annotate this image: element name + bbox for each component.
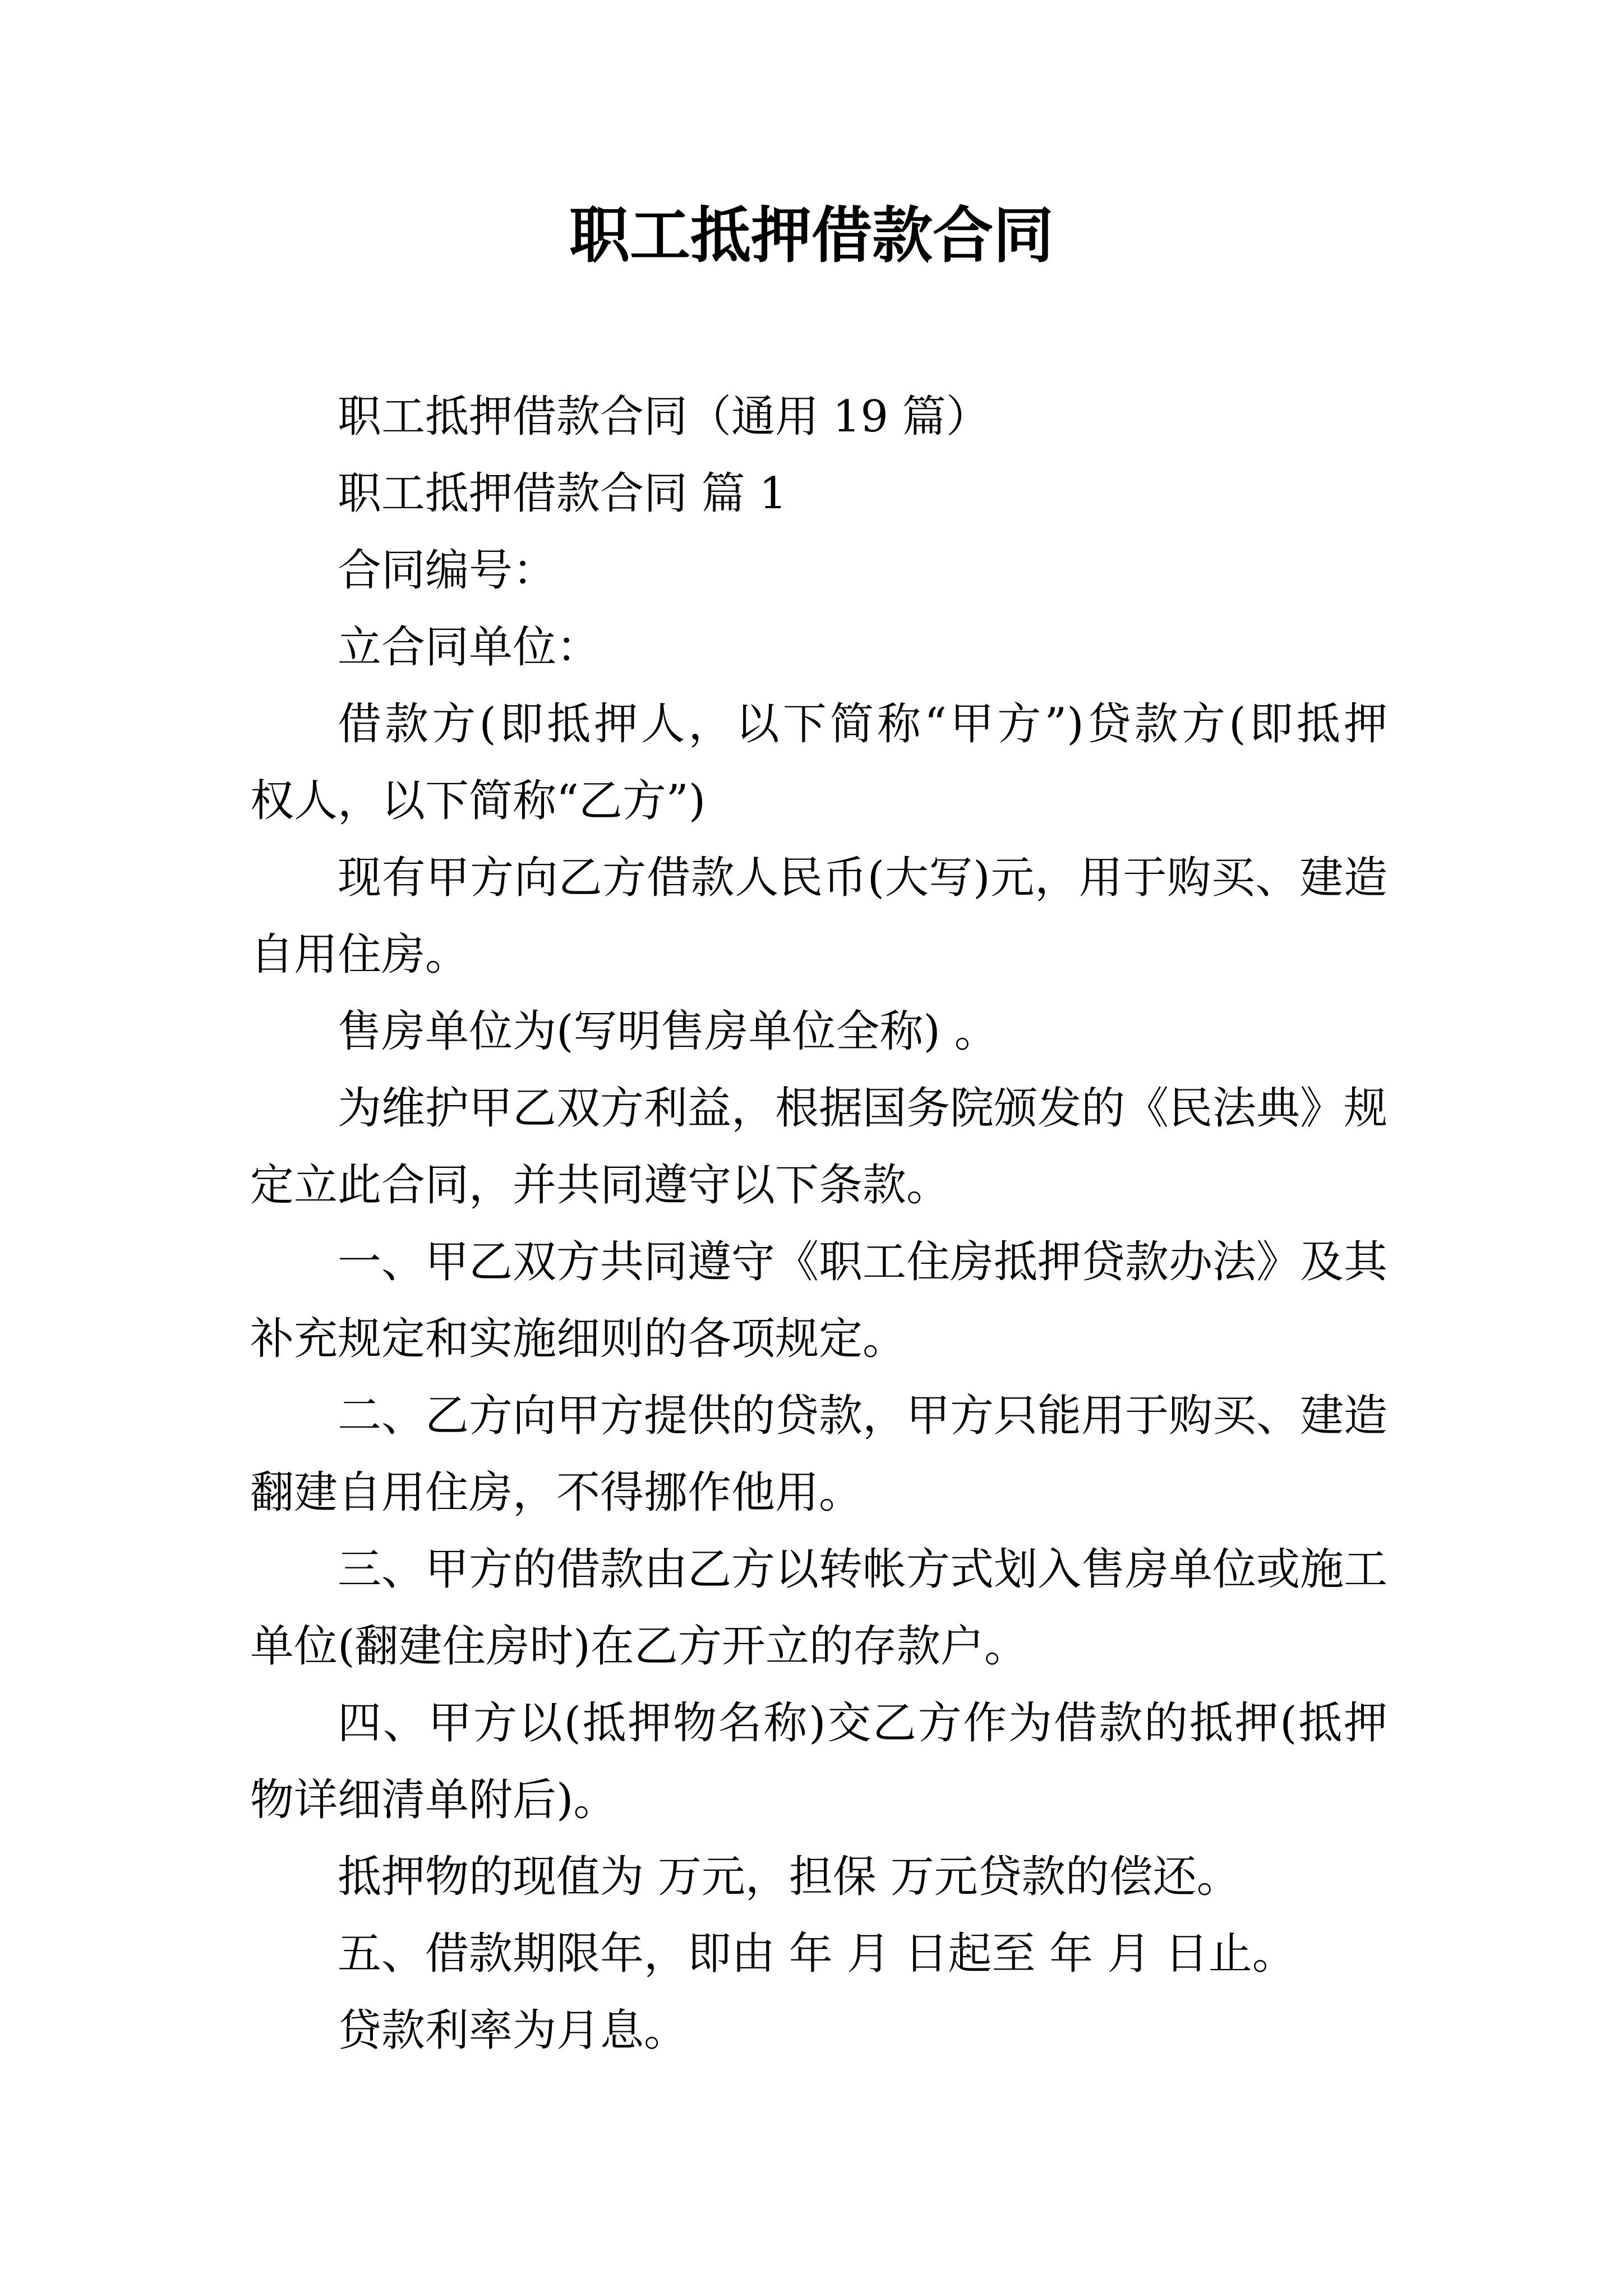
paragraph-line: 一、甲乙双方共同遵守《职工住房抵押贷款办法》及其 [338,1237,1388,1287]
paragraph-line: 抵押物的现值为 万元，担保 万元贷款的偿还。 [338,1852,1241,1902]
paragraph-line: 贷款利率为月息。 [338,2005,688,2056]
legal-basis-clause [250,1070,1387,1224]
document-body [250,379,1387,2069]
collection-title [250,379,1387,455]
paragraph-line: 现有甲方向乙方借款人民币(大写)元，用于购买、建造 [338,853,1387,903]
clause-5-loan-term [250,1916,1387,1993]
clause-2 [250,1378,1387,1531]
article-heading [250,455,1387,532]
paragraph-line: 四、甲方以(抵押物名称)交乙方作为借款的抵押(抵押 [338,1698,1387,1749]
paragraph-line: 为维护甲乙双方利益，根据国务院颁发的《民法典》规 [338,1083,1388,1134]
paragraph-line: 物详细清单附后)。 [250,1775,617,1825]
paragraph-line: 立合同单位： [338,622,601,673]
collateral-value-clause [250,1839,1387,1916]
paragraph-line: 职工抵押借款合同（通用 19 篇） [338,392,990,442]
paragraph-line: 自用住房。 [250,930,469,980]
paragraph-line: 职工抵押借款合同 篇 1 [338,468,787,519]
paragraph-line: 五、借款期限年，即由 年 月 日起至 年 月 日止。 [338,1929,1296,1979]
paragraph-line: 二、乙方向甲方提供的贷款，甲方只能用于购买、建造 [338,1391,1388,1441]
seller-clause [250,993,1387,1070]
interest-rate-clause [250,1993,1387,2069]
parties-clause [250,686,1387,840]
paragraph-line: 三、甲方的借款由乙方以转帐方式划入售房单位或施工 [338,1544,1388,1595]
loan-amount-clause [250,840,1387,993]
paragraph-line: 补充规定和实施细则的各项规定。 [250,1314,907,1364]
paragraph-line: 单位(翻建住房时)在乙方开立的存款户。 [250,1621,1028,1672]
paragraph-line: 权人，以下简称“乙方”) [250,776,706,826]
clause-4 [250,1685,1387,1839]
paragraph-line: 售房单位为(写明售房单位全称) 。 [338,1006,998,1057]
paragraph-line: 定立此合同，并共同遵守以下条款。 [250,1160,951,1211]
contracting-parties-field [250,609,1387,686]
document-title: 职工抵押借款合同 [569,200,1054,271]
paragraph-line: 合同编号： [338,545,557,596]
clause-3 [250,1531,1387,1685]
clause-1 [250,1224,1387,1378]
contract-number-field [250,532,1387,609]
paragraph-line: 翻建自用住房，不得挪作他用。 [250,1467,863,1518]
paragraph-line: 借款方(即抵押人，以下简称“甲方”)贷款方(即抵押 [338,699,1387,749]
